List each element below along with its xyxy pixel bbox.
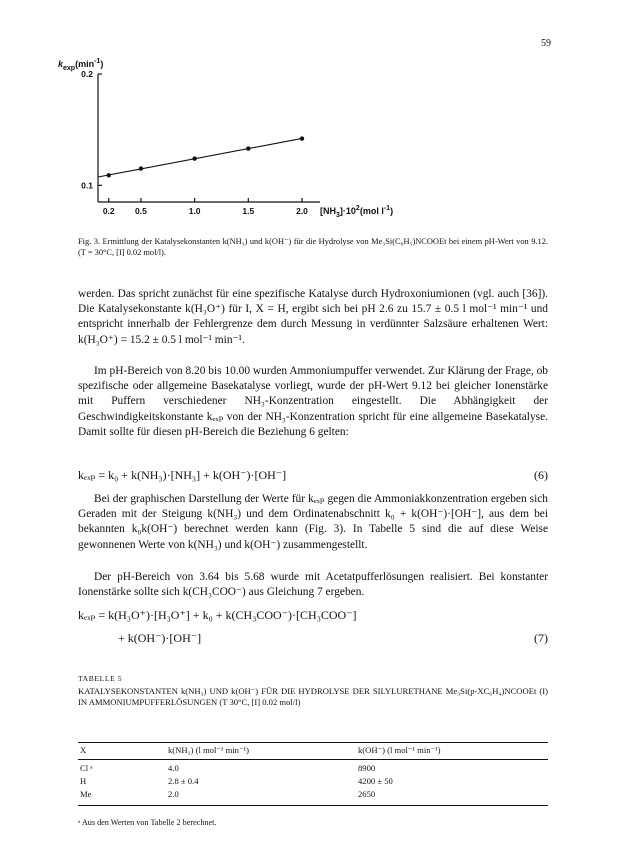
data-point (192, 156, 196, 160)
equation-7-number: (7) (534, 631, 548, 645)
equation-7-line-1 (78, 608, 548, 623)
regression-line (98, 138, 302, 177)
paragraph-2 (78, 364, 548, 440)
equation-6-number: (6) (534, 468, 548, 482)
table-title: TABELLE 5 (78, 674, 123, 683)
y-tick-label: 0.2 (81, 69, 93, 79)
paragraph-3-text: Bei der graphischen Darstellung der Werte für kₑₓₚ gegen die Ammoniakkonzentration ergeben sich Geraden mit der Steigung k(NH₃) und dem Ordinatenabschnitt k₀ + k(OH⁻)·[OH⁻], aus dem bei bekannten k₀k(OH⁻) berechnet werden kann (Fig. 3). In Tabelle 5 sind die auf diese Weise gewonnenen Werte von k(NH₃) und k(OH⁻) zusammengestellt. (78, 493, 548, 551)
paragraph-4 (78, 570, 548, 600)
page-number: 59 (541, 38, 551, 49)
table-cell-x: Me (80, 789, 92, 799)
x-tick-label: 0.5 (135, 206, 147, 216)
equation-6-formula: kₑₓₚ = k₀ + k(NH₃)·[NH₃] + k(OH⁻)·[OH⁻] (78, 468, 287, 482)
figure-caption: Fig. 3. Ermittlung der Katalysekonstanten k(NH₃) und k(OH⁻) für die Hydrolyse von Me₃Si(C₆H₅)NCOOEt bei einem pH-Wert von 9.12. (T = 30°C, [I] 0.02 mol/l). (78, 237, 548, 257)
x-tick-label: 1.5 (242, 206, 255, 216)
table-cell-x: Cl ᵃ (80, 763, 93, 773)
x-tick-label: 0.2 (102, 206, 115, 216)
table-cell-k-oh: 8900 (358, 763, 376, 773)
table-cell-k-oh: 4200 ± 50 (358, 776, 393, 786)
table-footnote: ᵃ Aus den Werten von Tabelle 2 berechnet. (78, 818, 217, 827)
table-header-rule (78, 759, 548, 760)
y-axis-label: $k_{exp}(\min^{-1})$ (58, 58, 104, 72)
table-top-rule (78, 742, 548, 743)
paragraph-1-text: werden. Das spricht zunächst für eine spezifische Katalyse durch Hydroxoniumionen (vgl. auch [36]). Die Katalysekonstante k(H₃O⁺) für I, X = H, ergibt sich bei pH 2.6 zu 15.7 ± 0.5 l mol⁻¹ min⁻¹ und entspricht innerhalb der Fehlergrenze dem durch Messung in verdünnter Salzsäure erhaltenen Wert: k(H₃O⁺) = 15.2 ± 0.5 l mol⁻¹ min⁻¹. (78, 288, 548, 346)
data-point (246, 146, 250, 150)
x-tick-label: 1.0 (188, 206, 201, 216)
table-cell-k-oh: 2650 (358, 789, 376, 799)
paragraph-4-text: Der pH-Bereich von 3.64 bis 5.68 wurde mit Acetatpufferlösungen realisiert. Bei konstanter Ionenstärke sollte sich k(CH₃COO⁻) aus Gleichung 7 ergeben. (78, 571, 548, 599)
equation-6 (78, 468, 548, 483)
paragraph-2-text: Im pH-Bereich von 8.20 bis 10.00 wurden Ammoniumpuffer verwendet. Zur Klärung der Frage, ob spezifische oder allgemeine Basekatalyse vorliegt, wurde der pH-Wert 9.12 bei gleicher Ionenstärke mit Puffern verschiedener NH₃-Konzentration eingestellt. Die Abhängigkeit der Geschwindigkeitskonstante kₑₓₚ von der NH₃-Konzentration spricht für eine allgemeine Basekatalyse. Damit sollte für diesen pH-Bereich die Beziehung 6 gelten: (78, 365, 548, 438)
data-point (300, 136, 304, 140)
equation-7-formula-1: kₑₓₚ = k(H₃O⁺)·[H₃O⁺] + k₀ + k(CH₃COO⁻)·[CH₃COO⁻] (78, 608, 357, 622)
y-tick-label: 0.1 (81, 180, 93, 191)
figure-3-plot (58, 58, 410, 232)
table-caption: KATALYSEKONSTANTEN k(NH₃) UND k(OH⁻) FÜR DIE HYDROLYSE DER SILYLURETHANE Me₃Si(p-XC₆H₄)NCOOEt (I) IN AMMONIUMPUFFERLÖSUNGEN (T 30°C, [I] 0.02 mol/l) (78, 686, 548, 707)
x-axis-label: $[NH_3]\cdot 10^2(mol$ $l^{-1}$) (320, 205, 394, 219)
table-cell-x: H (80, 776, 87, 786)
paragraph-1 (78, 287, 548, 348)
paragraph-3 (78, 492, 548, 553)
data-point (107, 173, 111, 177)
table-cell-k-nh3: 2.8 ± 0.4 (168, 776, 199, 786)
table-bottom-rule (78, 805, 548, 806)
table-header-k-oh: k(OH⁻) (l mol⁻¹ min⁻¹) (358, 745, 441, 755)
equation-7-line-2 (78, 631, 548, 646)
table-header-x: X (80, 745, 87, 755)
data-point (139, 166, 143, 170)
table-cell-k-nh3: 4.0 (168, 763, 179, 773)
equation-7-formula-2: + k(OH⁻)·[OH⁻] (118, 631, 202, 645)
x-tick-label: 2.0 (296, 206, 308, 216)
table-header-k-nh3: k(NH₃) (l mol⁻¹ min⁻¹) (168, 745, 249, 755)
table-cell-k-nh3: 2.0 (168, 789, 179, 799)
